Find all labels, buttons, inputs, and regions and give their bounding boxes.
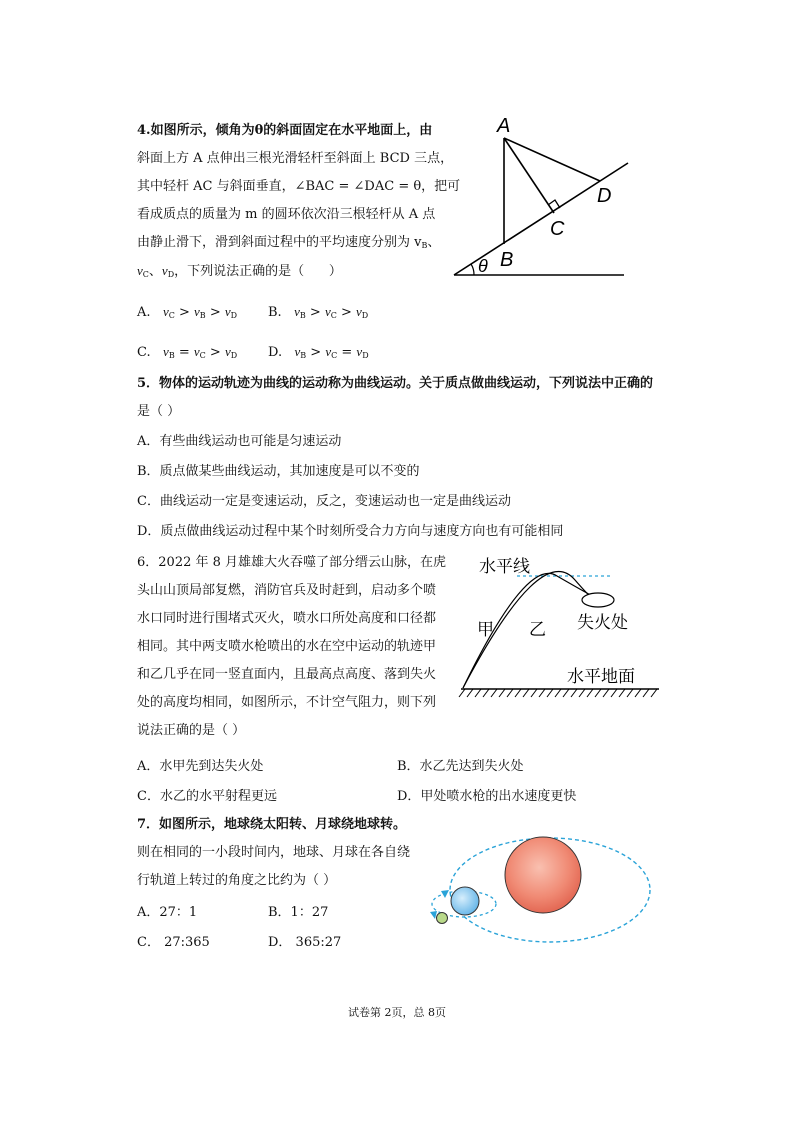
earth [451, 887, 479, 915]
q4-option-b[interactable]: B. $v_B > v_C > v_D$ [268, 304, 369, 320]
q4-line-5-text: 由静止滑下，滑到斜面过程中的平均速度分别为 v [137, 235, 422, 250]
q4-line-3: 其中轻杆 AC 与斜面垂直，∠BAC = ∠DAC = θ，把可 [137, 179, 461, 194]
moon [437, 913, 448, 924]
q6-line-6: 处的高度均相同，如图所示，不计空气阻力，则下列 [137, 695, 437, 710]
label-b: B [500, 249, 514, 271]
q7-line-1: 7．如图所示，地球绕太阳转、月球绕地球转。 [137, 817, 407, 832]
label-jia: 甲 [477, 620, 494, 639]
label-fire: 失火处 [577, 613, 628, 632]
q4-option-b-label: B. [268, 305, 282, 320]
q7-option-c[interactable]: C． 27:365 [137, 935, 210, 950]
q4-option-a-label: A. [137, 305, 151, 320]
q7-option-d[interactable]: D． 365:27 [268, 935, 342, 950]
label-ground: 水平地面 [567, 667, 635, 686]
q4-line-6-vc: C [142, 270, 149, 279]
q4-option-d-label: D. [268, 345, 283, 360]
q7-figure-sun-earth-moon [420, 808, 660, 953]
q6-line-2: 头山山顶局部复燃，消防官兵及时赶到，启动多个喷 [137, 583, 437, 598]
q6-option-d[interactable]: D．甲处喷水枪的出水速度更快 [397, 789, 577, 804]
q4-line-6-vd: D [167, 270, 175, 279]
angle-arc [471, 264, 474, 275]
q7-line-2: 则在相同的一小段时间内，地球、月球在各自绕 [137, 845, 411, 860]
q4-line-5 [137, 234, 440, 255]
ground-hatching [459, 689, 657, 697]
q5-option-b[interactable]: B．质点做某些曲线运动，其加速度是可以不变的 [137, 464, 420, 479]
q4-option-c-label: C. [137, 345, 151, 360]
moon-orbit-arrow [430, 911, 437, 919]
q6-line-5: 和乙几乎在同一竖直面内，且最高点高度、落到失火 [137, 667, 437, 682]
label-c: C [550, 218, 565, 240]
q4-line-6: $v_C$、$v_D$，下列说法正确的是（ ） [137, 263, 342, 279]
sun [505, 837, 581, 913]
q6-line-7: 说法正确的是（ ） [137, 723, 246, 738]
q4-line-5-sub: B [421, 241, 428, 250]
earth-orbit-arrow [441, 890, 449, 898]
q6-option-c[interactable]: C．水乙的水平射程更远 [137, 789, 277, 804]
q4-line-1: 4.如图所示，倾角为θ的斜面固定在水平地面上，由 [137, 123, 433, 138]
q4-option-c[interactable]: C. $v_B = v_C > v_D$ [137, 344, 238, 360]
q5-option-d[interactable]: D．质点做曲线运动过程中某个时刻所受合力方向与速度方向也有可能相同 [137, 524, 564, 539]
q5-line-1: 5．物体的运动轨迹为曲线的运动称为曲线运动。关于质点做曲线运动，下列说法中正确的 [137, 376, 654, 391]
label-a: A [497, 115, 511, 137]
q4-option-d[interactable]: D. $v_B > v_C = v_D$ [268, 344, 369, 360]
page-footer: 试卷第 2页，总 8页 [348, 1006, 446, 1019]
fire-spot-ellipse [582, 593, 614, 607]
q5-option-c[interactable]: C．曲线运动一定是变速运动，反之，变速运动也一定是曲线运动 [137, 494, 511, 509]
label-horizontal-line: 水平线 [479, 557, 530, 576]
q4-line-5-tail: 、 [427, 235, 441, 250]
label-theta: θ [478, 256, 488, 276]
q4-figure-incline [440, 110, 640, 290]
q5-option-a[interactable]: A．有些曲线运动也可能是匀速运动 [137, 434, 342, 449]
label-d: D [597, 185, 612, 207]
q4-line-4: 看成质点的质量为 m 的圆环依次沿三根轻杆从 A 点 [137, 207, 436, 222]
q7-line-3: 行轨道上转过的角度之比约为（ ） [137, 873, 337, 888]
q5-line-2: 是（ ） [137, 404, 181, 419]
q6-line-4: 相同。其中两支喷水枪喷出的水在空中运动的轨迹甲 [137, 639, 437, 654]
q6-line-1: 6．2022 年 8 月雄雄大火吞噬了部分缙云山脉，在虎 [137, 555, 447, 570]
q6-line-3: 水口同时进行围堵式灭火，喷水口所处高度和口径都 [137, 611, 437, 626]
q6-option-b[interactable]: B．水乙先达到失火处 [397, 759, 524, 774]
q6-option-a[interactable]: A．水甲先到达失火处 [137, 759, 264, 774]
q6-figure-water-jets [455, 550, 665, 705]
q4-line-2: 斜面上方 A 点伸出三根光滑轻杆至斜面上 BCD 三点， [137, 151, 454, 166]
q7-option-b[interactable]: B．1：27 [268, 905, 329, 920]
label-yi: 乙 [529, 620, 546, 639]
q7-option-a[interactable]: A．27：1 [137, 905, 198, 920]
q4-option-a[interactable]: A. $v_C > v_B > v_D$ [137, 304, 238, 320]
